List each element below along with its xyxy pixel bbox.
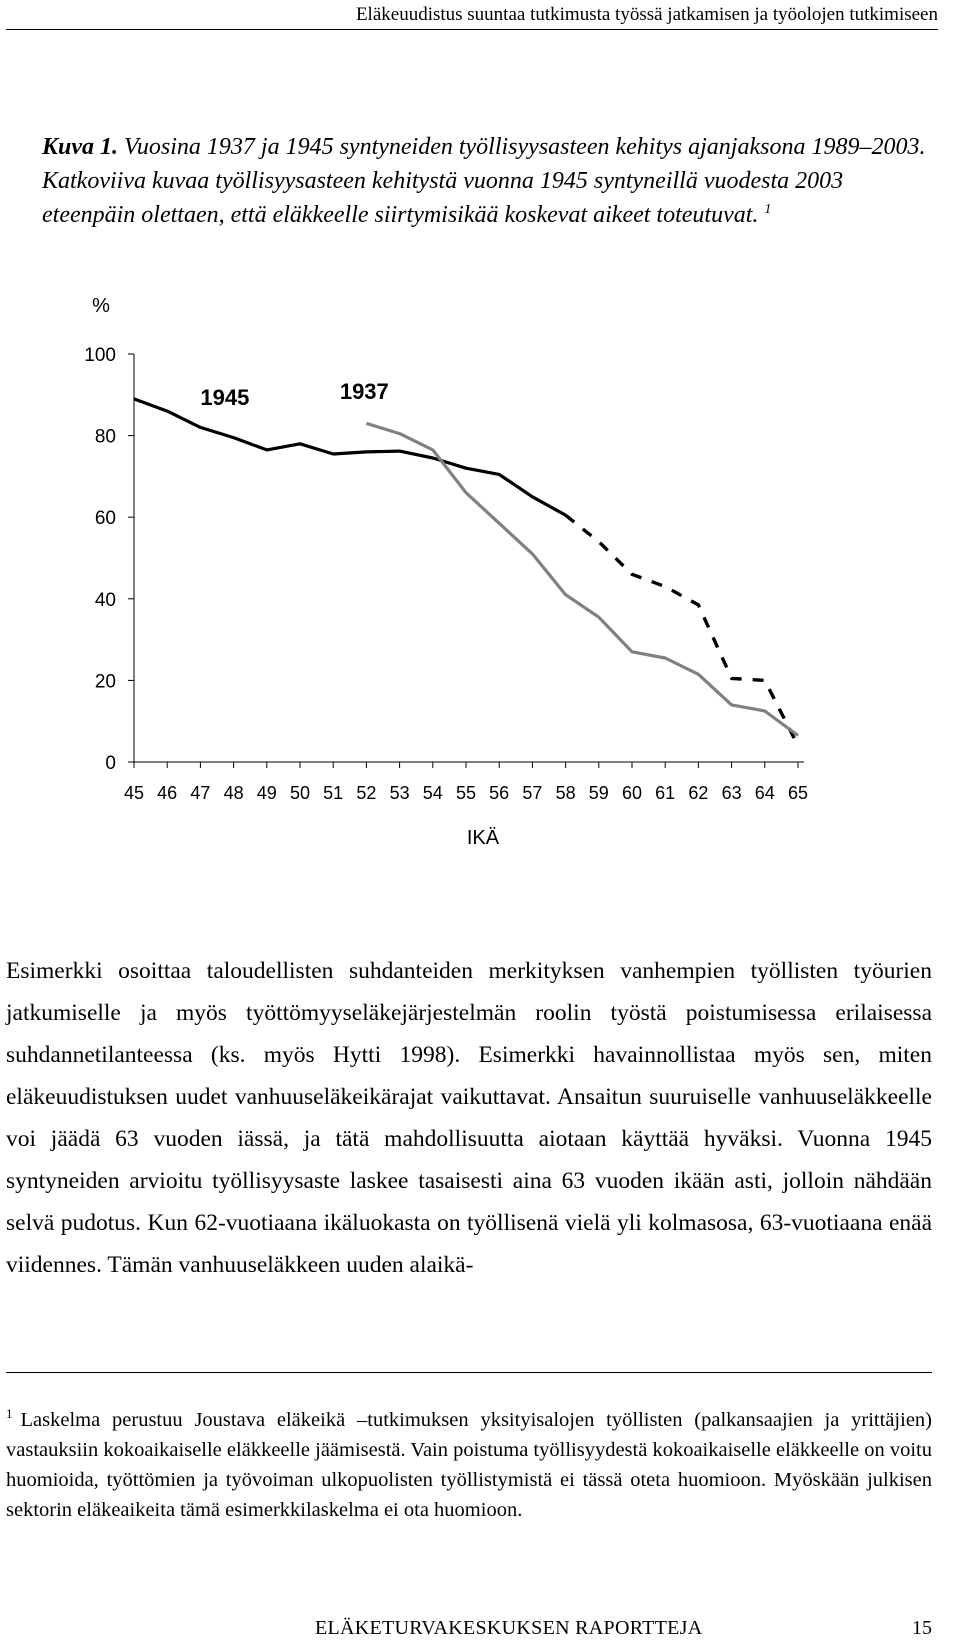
footnote-reference: 1 [764, 202, 772, 217]
y-axis-label: % [92, 295, 110, 317]
x-tick-label: 53 [389, 783, 410, 803]
series-annotation-1937: 1937 [339, 378, 389, 404]
figure-caption [42, 130, 932, 232]
x-tick-label: 59 [588, 783, 609, 803]
x-tick-label: 63 [721, 783, 742, 803]
footnote-text: Laskelma perustuu Joustava eläkeikä –tutkimuksen yksityisalojen työllisten (palkansaajien ja yrittäjien) vastauksiin kokoaikaiselle eläkkeelle jäämisestä. Vain poistuma työllisyydestä kokoaikaiselle eläkkeelle on voitu huomioida, työttömien ja työvoiman ulkopuolisten työllistymistä ei tässä oteta huomioon. Myöskään julkisen sektorin eläkeaikeita tämä esimerkkilaskelma ei ota huomioon. [6, 1409, 932, 1521]
y-tick-label: 0 [105, 753, 116, 774]
header-rule [6, 29, 938, 30]
footer-series-title: ELÄKETURVAKESKUKSEN RAPORTTEJA [315, 1617, 703, 1639]
x-tick-label: 65 [787, 783, 809, 803]
x-tick-label: 49 [256, 783, 277, 803]
x-tick-label: 46 [157, 783, 178, 803]
figure-label: Kuva 1. [42, 134, 119, 160]
chart-lines [134, 399, 798, 746]
employment-rate-chart [0, 290, 960, 910]
x-tick-label: 55 [455, 783, 477, 803]
footnote [6, 1405, 932, 1525]
y-tick-label: 20 [94, 671, 116, 693]
x-axis-label: IKÄ [466, 827, 500, 849]
footnote-number: 1 [6, 1406, 13, 1422]
series-line-1937 [366, 423, 798, 735]
x-tick-label: 62 [688, 783, 709, 803]
x-tick-label: 48 [223, 783, 244, 803]
x-tick-label: 56 [489, 783, 510, 803]
y-tick-label: 100 [84, 345, 116, 366]
y-tick-label: 80 [94, 426, 116, 448]
running-header: Eläkeuudistus suuntaa tutkimusta työssä jatkamisen ja työolojen tutkimiseen [355, 4, 938, 25]
series-line-1945 [134, 399, 566, 515]
figure-caption-text: Vuosina 1937 ja 1945 syntyneiden työllisyysasteen kehitys ajanjaksona 1989–2003. Katkoviiva kuvaa työllisyysasteen kehitystä vuonna 1945 syntyneillä vuodesta 2003 eteenpäin olettaen, että eläkkeelle siirtymisikää koskevat aikeet toteutuvat. [42, 134, 926, 228]
chart-axes [128, 354, 804, 768]
x-tick-label: 51 [323, 783, 344, 803]
x-tick-label: 45 [123, 783, 145, 803]
y-tick-label: 40 [94, 589, 116, 611]
chart-labels [84, 295, 808, 849]
page-number: 15 [912, 1617, 932, 1639]
x-tick-label: 52 [356, 783, 377, 803]
footnote-rule [6, 1372, 932, 1373]
x-tick-label: 57 [522, 783, 543, 803]
body-paragraph: Esimerkki osoittaa taloudellisten suhdanteiden merkityksen vanhempien työllisten työurien jatkumiselle ja myös työttömyyseläkejärjestelmän roolin työstä poistumisessa erilaisessa suhdannetilanteessa (ks. myös Hytti 1998). Esimerkki havainnollistaa myös sen, miten eläkeuudistuksen uudet vanhuuseläkeikärajat vaikuttavat. Ansaitun suuruiselle vanhuuseläkkeelle voi jäädä 63 vuoden iässä, ja tätä mahdollisuutta aiotaan käyttää hyväksi. Vuonna 1945 syntyneiden arvioitu työllisyysaste laskee tasaisesti aina 63 vuoden ikään asti, jolloin nähdään selvä pudotus. Kun 62-vuotiaana ikäluokasta on työllisenä vielä yli kolmasosa, 63-vuotiaana enää viidennes. Tämän vanhuuseläkkeen uuden alaikä- [6, 958, 932, 1278]
x-tick-label: 54 [422, 783, 443, 803]
x-tick-label: 47 [190, 783, 211, 803]
series-annotation-1945: 1945 [200, 385, 250, 410]
x-tick-label: 64 [754, 783, 775, 803]
x-tick-label: 58 [555, 783, 576, 803]
x-tick-label: 61 [655, 783, 676, 803]
x-tick-label: 60 [621, 783, 643, 803]
x-tick-label: 50 [289, 783, 311, 803]
y-tick-label: 60 [94, 508, 116, 530]
